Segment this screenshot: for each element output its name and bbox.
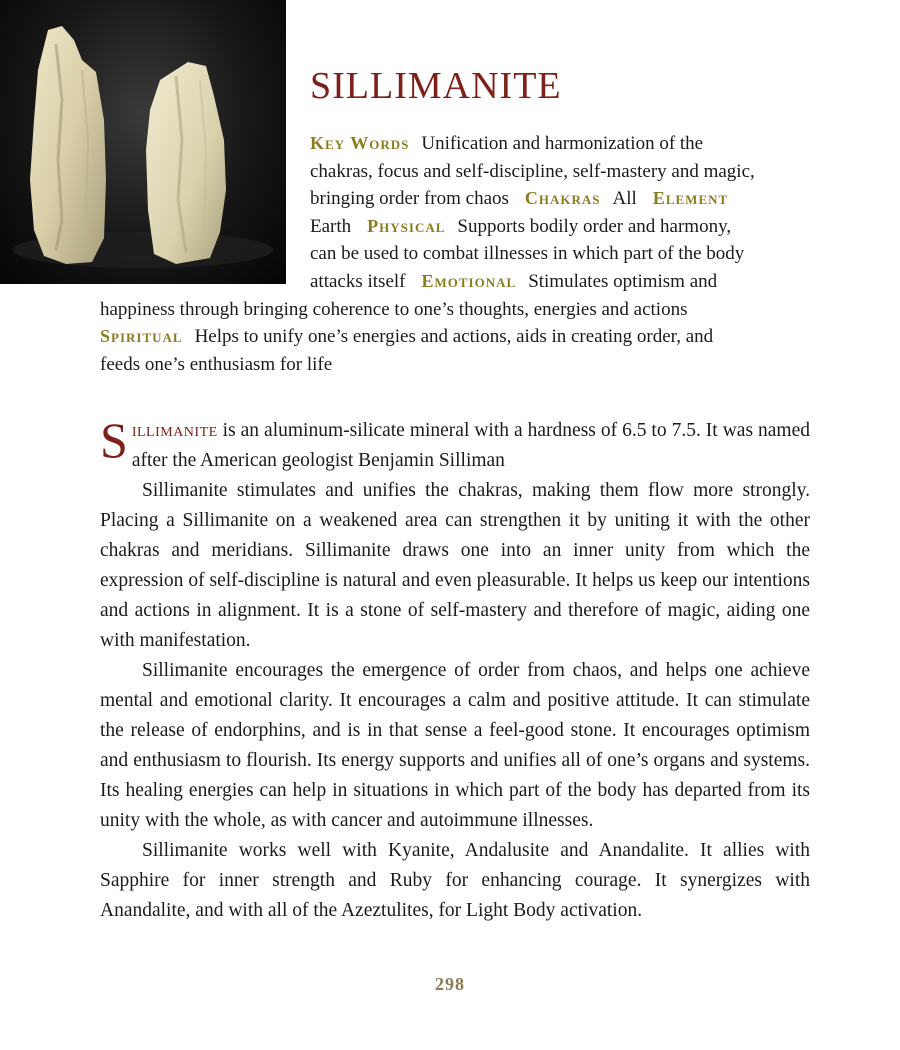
spiritual-label: Spiritual: [100, 326, 183, 347]
keywords-line: [100, 351, 810, 379]
spiritual-text-1: Helps to unify one’s energies and actions, aids in creating order, and: [194, 326, 714, 348]
chakras-value: All: [612, 188, 637, 210]
paragraph-2: Sillimanite stimulates and unifies the chakras, making them flow more strongly. Placing a Sillimanite on a weakened area can strengthen it by uniting it with the other chakras and meridians. Sillimanite draws one into an inner unity from which the expression of self-discipline is natural and even pleasurable. It helps us keep our intentions and actions in alignment. It is a stone of self-mastery and therefore of magic, aiding one with manifestation.: [100, 480, 810, 651]
emotional-label: Emotional: [421, 270, 517, 291]
key-words-text-2: chakras, focus and self-discipline, self-mastery and magic,: [310, 160, 755, 182]
keywords-line: [100, 323, 810, 351]
chakras-label: Chakras: [524, 188, 601, 209]
keywords-line: [100, 130, 810, 158]
emotional-text-2: happiness through bringing coherence to one’s thoughts, energies and actions: [100, 298, 688, 320]
keywords-line: [100, 296, 810, 324]
key-words-text-1: Unification and harmonization of the: [421, 133, 704, 154]
drop-cap: S: [100, 412, 128, 468]
physical-label: Physical: [367, 215, 446, 236]
main-text: [100, 412, 810, 926]
paragraph-3: Sillimanite encourages the emergence of order from chaos, and helps one achieve mental and emotional clarity. It encourages a calm and positive attitude. It can stimulate the release of endorphins, and is in that sense a feel-good stone. It encourages optimism and enthusiasm to flourish. Its energy supports and unifies all of one’s organs and systems. Its healing energies can help in situations in which part of the body has departed from its unity with the whole, as with cancer and autoimmune illnesses.: [100, 660, 810, 831]
keywords-line: [100, 158, 810, 186]
key-words-label: Key Words: [310, 133, 410, 153]
element-label: Element: [652, 188, 729, 209]
element-value: Earth: [310, 215, 352, 237]
emotional-text-1: Stimulates optimism and: [528, 270, 718, 292]
physical-text-2: can be used to combat illnesses in which part of the body: [310, 243, 745, 265]
spiritual-text-2: feeds one’s enthusiasm for life: [100, 353, 333, 375]
page-number: 298: [435, 974, 465, 994]
paragraph-4: Sillimanite works well with Kyanite, Andalusite and Anandalite. It allies with Sapphire for inner strength and Ruby for enhancing courage. It synergizes with Anandalite, and with all of the Azeztulites, for Light Body activation.: [100, 840, 810, 921]
keywords-line: [100, 240, 810, 268]
lead-stone-name: illimanite: [131, 420, 218, 441]
page-title: SILLIMANITE: [310, 65, 562, 107]
intro-text: is an aluminum-silicate mineral with a hardness of 6.5 to 7.5. It was named after the American geologist Benjamin Silliman: [131, 420, 810, 471]
physical-text-3: attacks itself: [310, 270, 406, 292]
keywords-line: [100, 185, 810, 213]
intro-paragraph: [100, 412, 810, 476]
key-words-text-3: bringing order from chaos: [310, 188, 509, 210]
keywords-block: [100, 130, 810, 378]
keywords-line: [100, 268, 810, 296]
physical-text-1: Supports bodily order and harmony,: [457, 215, 732, 237]
keywords-line: [100, 213, 810, 241]
